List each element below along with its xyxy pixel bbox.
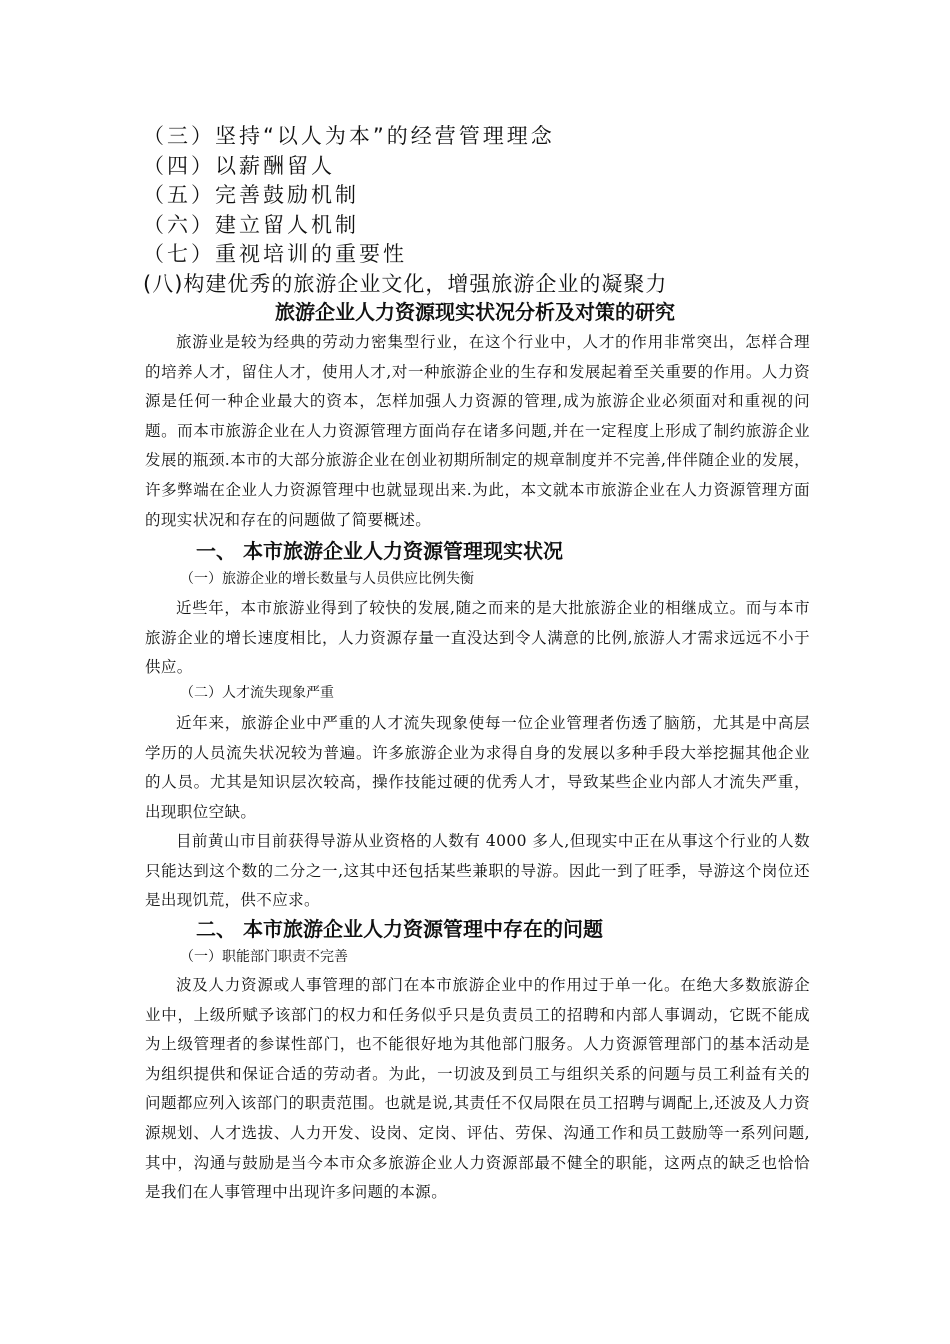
outline-item: （七）重视培训的重要性 xyxy=(143,242,407,266)
body-paragraph: 近些年，本市旅游业得到了较快的发展,随之而来的是大批旅游企业的相继成立。而与本市旅游企业的增长速度相比，人力资源存量一直没达到令人满意的比例,旅游人才需求远远不小于供应。 xyxy=(145,599,810,677)
document-title: 旅游企业人力资源现实状况分析及对策的研究 xyxy=(275,300,675,324)
intro-paragraph: 旅游业是较为经典的劳动力密集型行业，在这个行业中，人才的作用非常突出，怎样合理的培养人才，留住人才，使用人才,对一种旅游企业的生存和发展起着至关重要的作用。人力资源是任何一种企业最大的资本，怎样加强人力资源的管理,成为旅游企业必须面对和重视的问题。而本市旅游企业在人力资源管理方面尚存在诸多问题,并在一定程度上形成了制约旅游企业发展的瓶颈.本市的大部分旅游企业在创业初期所制定的规章制度并不完善,伴伴随企业的发展，许多弊端在企业人力资源管理中也就显现出来.为此，本文就本市旅游企业在人力资源管理方面的现实状况和存在的问题做了简要概述。 xyxy=(145,333,810,529)
section-heading-2: 二、 本市旅游企业人力资源管理中存在的问题 xyxy=(196,917,603,941)
subsection-heading: （一）旅游企业的增长数量与人员供应比例失衡 xyxy=(180,571,474,587)
outline-item: （四）以薪酬留人 xyxy=(143,153,335,178)
body-paragraph: 目前黄山市目前获得导游从业资格的人数有 4000 多人,但现实中正在从事这个行业的人数只能达到这个数的二分之一,这其中还包括某些兼职的导游。因此一到了旺季，导游这个岗位还是出现饥荒，供不应求。 xyxy=(145,832,810,910)
body-paragraph: 近年来，旅游企业中严重的人才流失现象使每一位企业管理者伤透了脑筋，尤其是中高层学历的人员流失状况较为普遍。许多旅游企业为求得自身的发展以多种手段大举挖掘其他企业的人员。尤其是知识层次较高，操作技能过硬的优秀人才，导致某些企业内部人才流失严重，出现职位空缺。 xyxy=(145,714,810,821)
subsection-heading: （一）职能部门职责不完善 xyxy=(180,949,348,965)
outline-item: （六）建立留人机制 xyxy=(143,212,359,237)
outline-item: （三）坚持“以人为本”的经营管理理念 xyxy=(143,124,555,148)
body-paragraph: 波及人力资源或人事管理的部门在本市旅游企业中的作用过于单一化。在绝大多数旅游企业中，上级所赋予该部门的权力和任务似乎只是负责员工的招聘和内部人事调动，它既不能成为上级管理者的参谋性部门，也不能很好地为其他部门服务。人力资源管理部门的基本活动是为组织提供和保证合适的劳动者。为此，一切波及到员工与组织关系的问题与员工利益有关的问题都应列入该部门的职责范围。也就是说,其责任不仅局限在员工招聘与调配上,还波及人力资源规划、人才选拔、人力开发、设岗、定岗、评估、劳保、沟通工作和员工鼓励等一系列问题,其中，沟通与鼓励是当今本市众多旅游企业人力资源部最不健全的职能，这两点的缺乏也恰恰是我们在人事管理中出现许多问题的本源。 xyxy=(145,976,810,1202)
outline-item: (八)构建优秀的旅游企业文化，增强旅游企业的凝聚力 xyxy=(143,271,668,296)
section-heading-1: 一、 本市旅游企业人力资源管理现实状况 xyxy=(196,539,563,563)
outline-item: （五）完善鼓励机制 xyxy=(143,183,359,207)
subsection-heading: （二）人才流失现象严重 xyxy=(180,685,334,701)
outline-list xyxy=(143,122,843,299)
